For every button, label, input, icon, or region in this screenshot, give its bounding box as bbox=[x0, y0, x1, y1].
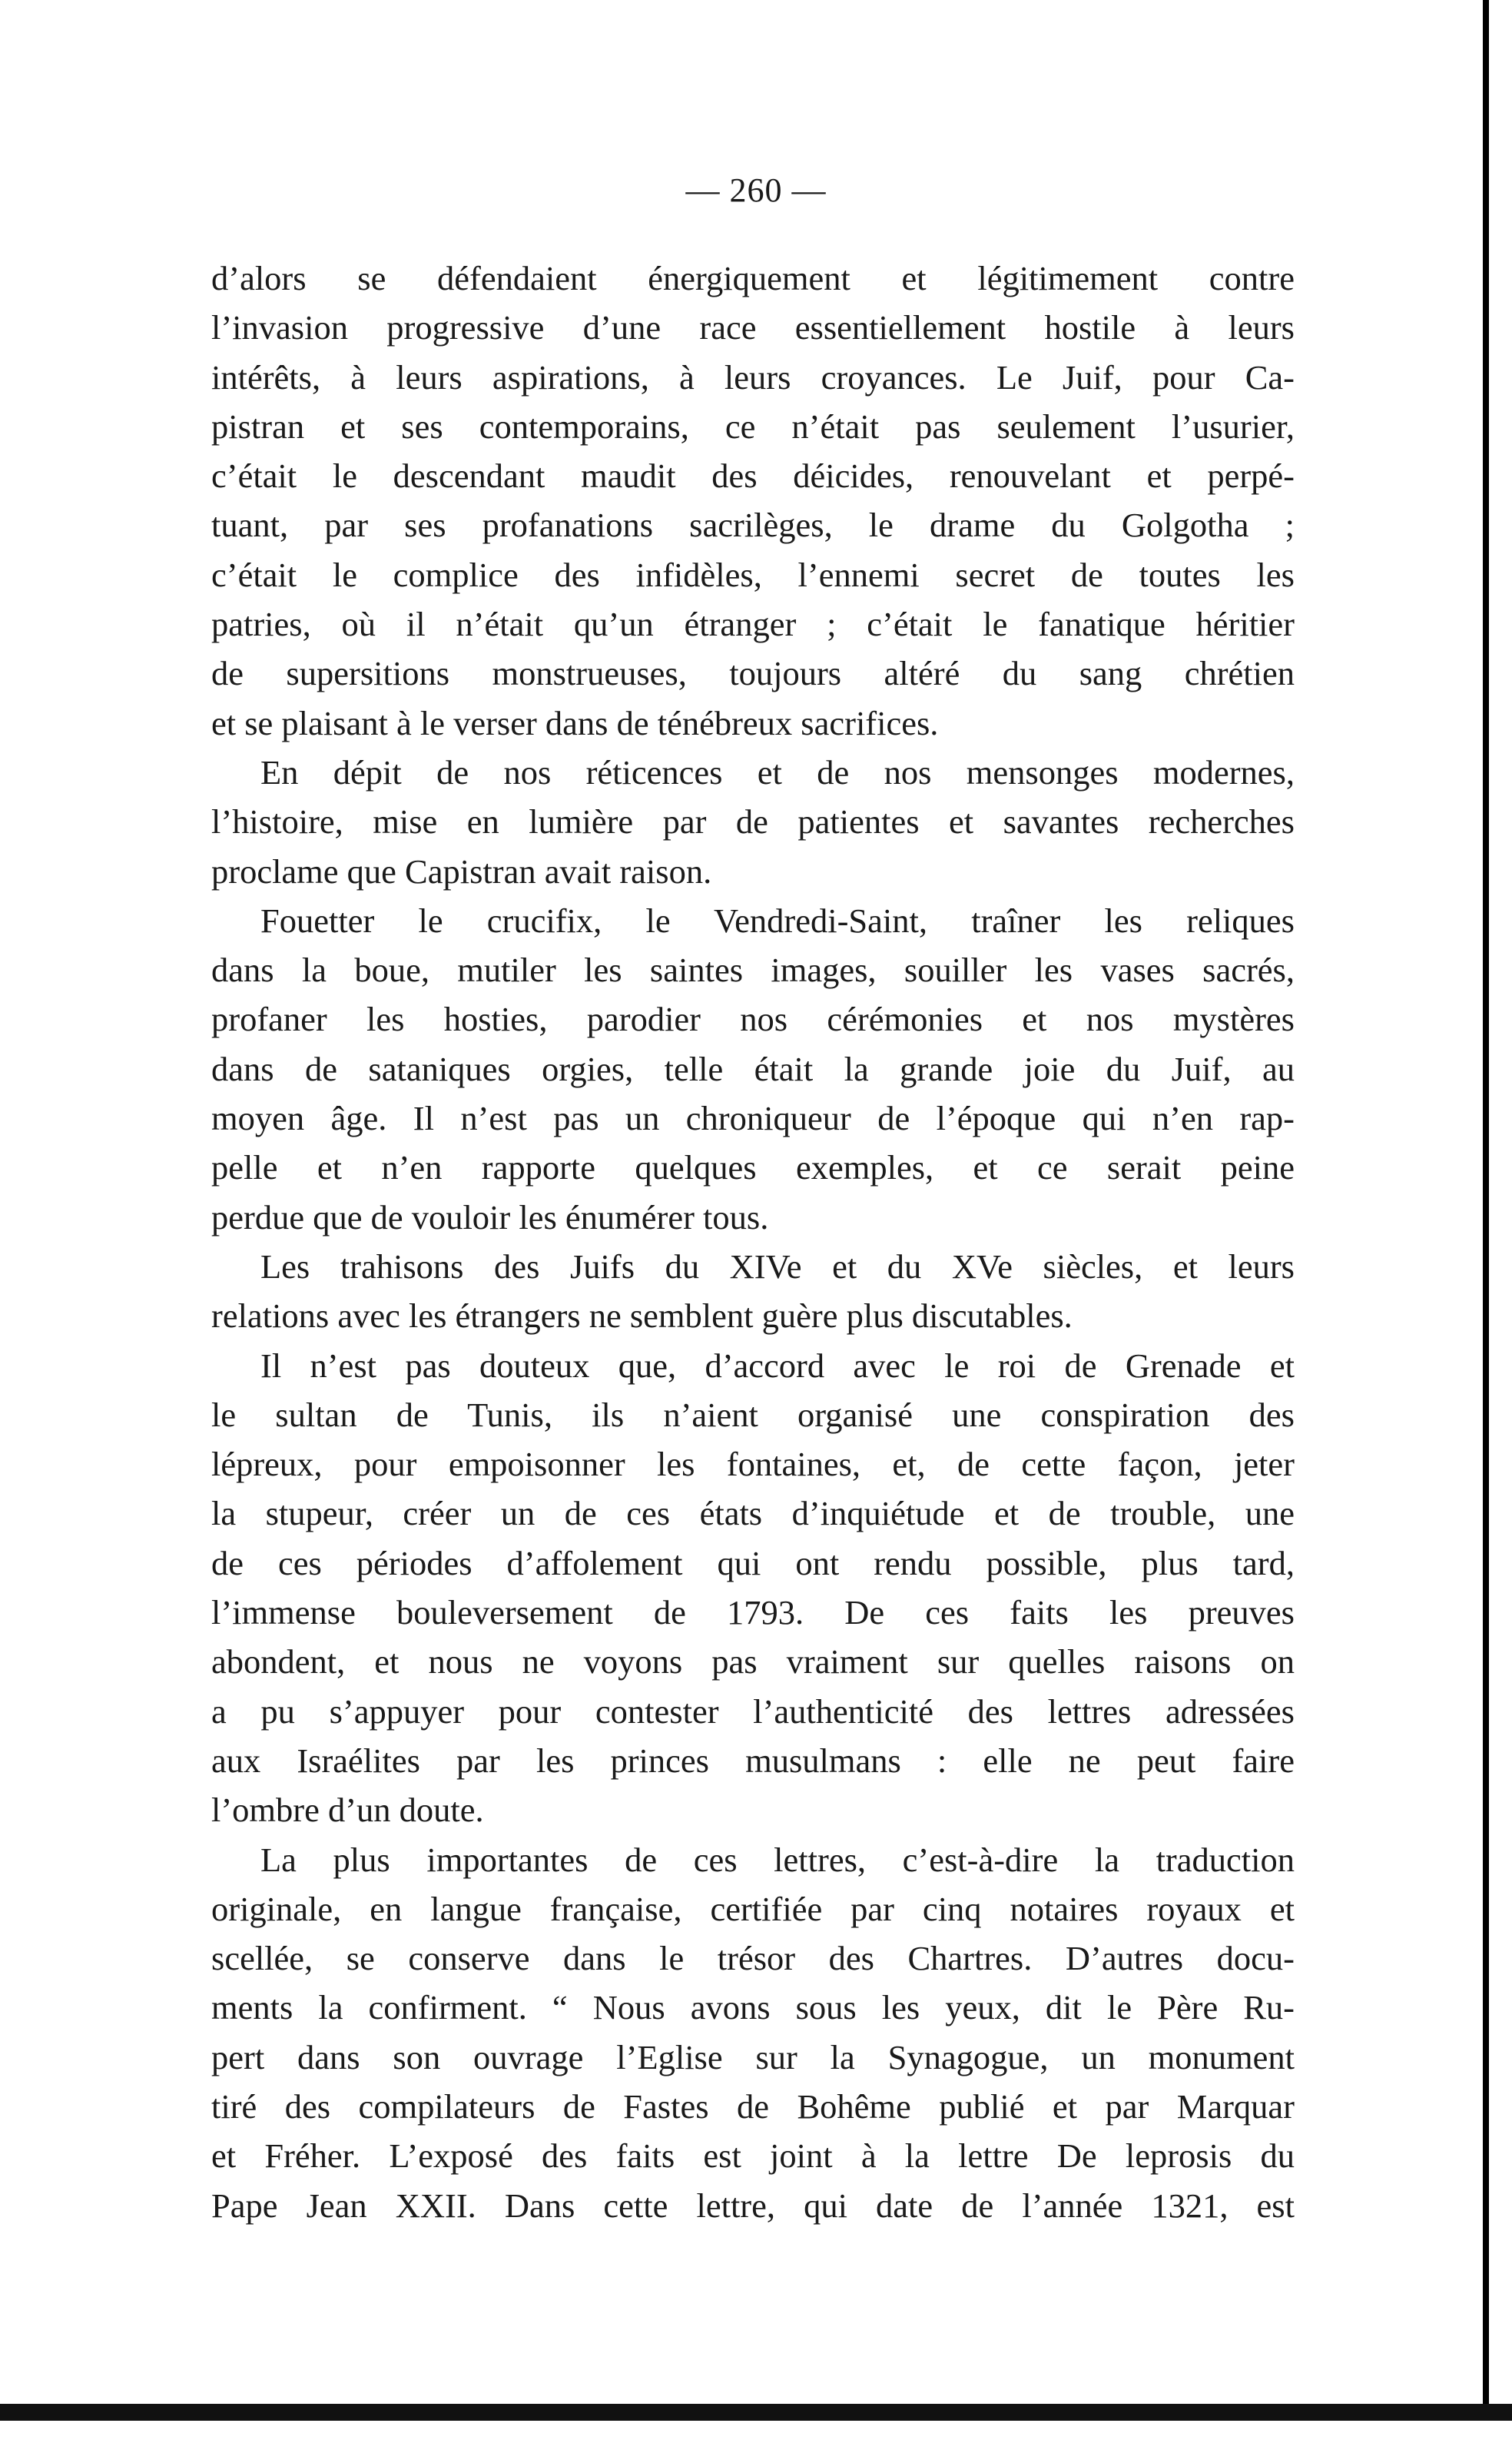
text-line: Pape Jean XXII. Dans cette lettre, qui date de l’année 1321, est bbox=[211, 2186, 1295, 2225]
text-line: intérêts, à leurs aspirations, à leurs croyances. Le Juif, pour Ca- bbox=[211, 357, 1295, 397]
text-line: lépreux, pour empoisonner les fontaines, et, de cette façon, jeter bbox=[211, 1445, 1295, 1484]
page-number: — 260 — bbox=[685, 171, 827, 209]
text-line: dans la boue, mutiler les saintes images, souiller les vases sacrés, bbox=[211, 951, 1295, 990]
text-line: c’était le complice des infidèles, l’ennemi secret de toutes les bbox=[211, 555, 1295, 594]
text-line: perdue que de vouloir les énumérer tous. bbox=[211, 1197, 769, 1236]
text-line: aux Israélites par les princes musulmans : elle ne peut faire bbox=[211, 1741, 1295, 1780]
text-line: tuant, par ses profanations sacrilèges, le drame du Golgotha ; bbox=[211, 506, 1295, 545]
text-line: c’était le descendant maudit des déicides, renouvelant et perpé- bbox=[211, 456, 1295, 496]
text-line: moyen âge. Il n’est pas un chroniqueur de l’époque qui n’en rap- bbox=[211, 1099, 1295, 1138]
text-line: originale, en langue française, certifiée par cinq notaires royaux et bbox=[211, 1889, 1295, 1928]
text-line: profaner les hosties, parodier nos cérémonies et nos mystères bbox=[211, 1000, 1295, 1039]
text-line: et se plaisant à le verser dans de ténébreux sacrifices. bbox=[211, 703, 939, 742]
text-line: la stupeur, créer un de ces états d’inquiétude et de trouble, une bbox=[211, 1494, 1295, 1533]
bottom-border bbox=[0, 2404, 1512, 2421]
text-line: Fouetter le crucifix, le Vendredi-Saint, traîner les reliques bbox=[260, 901, 1295, 940]
text-line: proclame que Capistran avait raison. bbox=[211, 851, 712, 891]
text-line: tiré des compilateurs de Fastes de Bohême publié et par Marquar bbox=[211, 2086, 1295, 2126]
text-line: l’ombre d’un doute. bbox=[211, 1791, 484, 1830]
text-line: l’invasion progressive d’une race essentiellement hostile à leurs bbox=[211, 308, 1295, 347]
text-line: pelle et n’en rapporte quelques exemples, et ce serait peine bbox=[211, 1148, 1295, 1187]
text-line: l’immense bouleversement de 1793. De ces faits les preuves bbox=[211, 1593, 1295, 1632]
text-line: l’histoire, mise en lumière par de patientes et savantes recherches bbox=[211, 802, 1295, 841]
text-line: le sultan de Tunis, ils n’aient organisé une conspiration des bbox=[211, 1395, 1295, 1434]
text-line: La plus importantes de ces lettres, c’est-à-dire la traduction bbox=[260, 1840, 1295, 1879]
text-line: de ces périodes d’affolement qui ont rendu possible, plus tard, bbox=[211, 1543, 1295, 1582]
text-line: ments la confirment. “ Nous avons sous les yeux, dit le Père Ru- bbox=[211, 1988, 1295, 2027]
text-line: Les trahisons des Juifs du XIVe et du XVe siècles, et leurs bbox=[260, 1246, 1295, 1286]
text-line: relations avec les étrangers ne semblent guère plus discutables. bbox=[211, 1296, 1073, 1336]
text-line: dans de sataniques orgies, telle était la grande joie du Juif, au bbox=[211, 1049, 1295, 1088]
text-line: pistran et ses contemporains, ce n’était pas seulement l’usurier, bbox=[211, 407, 1295, 446]
text-line: de supersitions monstrueuses, toujours altéré du sang chrétien bbox=[211, 654, 1295, 693]
body-text bbox=[211, 254, 1295, 2230]
text-line: Il n’est pas douteux que, d’accord avec le roi de Grenade et bbox=[260, 1346, 1295, 1385]
text-line: patries, où il n’était qu’un étranger ; c’était le fanatique héritier bbox=[211, 605, 1295, 644]
text-line: En dépit de nos réticences et de nos mensonges modernes, bbox=[260, 752, 1295, 792]
text-line: pert dans son ouvrage l’Eglise sur la Synagogue, un monument bbox=[211, 2037, 1295, 2076]
text-line: et Fréher. L’exposé des faits est joint à la lettre De leprosis du bbox=[211, 2136, 1295, 2176]
page-edge-shadow bbox=[1483, 0, 1489, 2421]
text-line: abondent, et nous ne voyons pas vraiment sur quelles raisons on bbox=[211, 1642, 1295, 1681]
text-line: a pu s’appuyer pour contester l’authenticité des lettres adressées bbox=[211, 1691, 1295, 1731]
text-line: scellée, se conserve dans le trésor des Chartres. D’autres docu- bbox=[211, 1939, 1295, 1978]
text-line: d’alors se défendaient énergiquement et légitimement contre bbox=[211, 259, 1295, 297]
